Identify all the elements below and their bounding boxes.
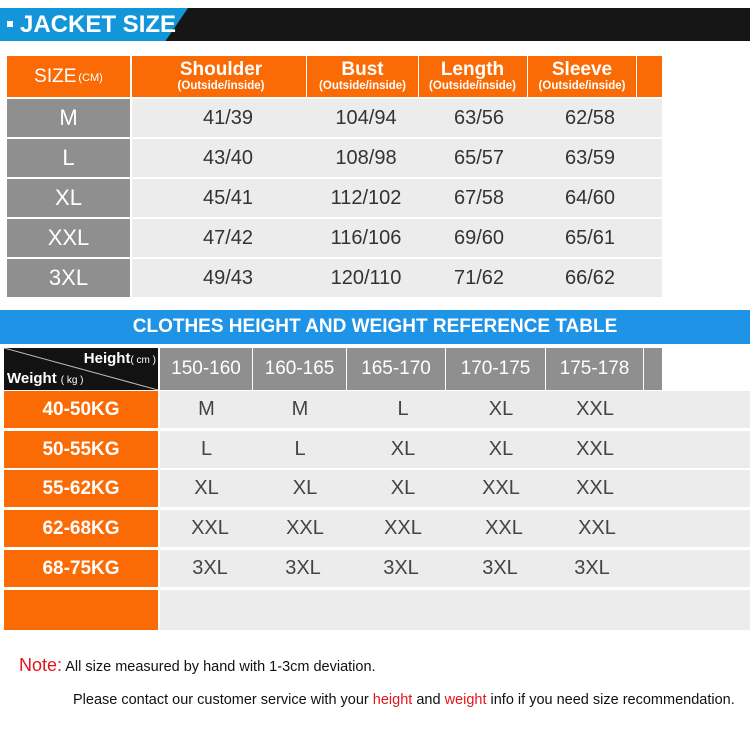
page-title-text: JACKET SIZE — [20, 11, 177, 38]
note-text: and — [412, 692, 445, 708]
height-col-header: 170-175 — [446, 348, 546, 390]
table-cell: M — [291, 398, 309, 420]
table-cell: 3XL — [383, 557, 419, 579]
note-text: All size measured by hand with 1-3cm deviation. — [65, 659, 376, 675]
size-corner-unit: (CM) — [78, 72, 103, 84]
height-col-header: 160-165 — [253, 348, 347, 390]
weight-unit: ( kg ) — [60, 375, 84, 386]
table-cell: XL — [488, 438, 514, 460]
weight-row-label: 68-75KG — [4, 550, 158, 587]
table-cell: 3XL — [192, 557, 228, 579]
reference-title-bar — [0, 310, 750, 344]
table-cell: 112/102 — [330, 186, 402, 209]
weight-label: Weight — [7, 370, 57, 387]
size-corner-cell — [7, 56, 130, 97]
weight-row-label: 55-62KG — [4, 470, 158, 507]
table-cell: XL — [390, 477, 416, 499]
weight-axis-label — [7, 370, 84, 388]
table-cell: XXL — [578, 517, 616, 539]
weight-row-label: 62-68KG — [4, 510, 158, 547]
table-cell: XXL — [576, 477, 614, 499]
height-col-header: 150-160 — [160, 348, 253, 390]
note-highlight-weight: weight — [444, 692, 487, 708]
col-header-shoulder — [160, 56, 282, 97]
table-cell: 69/60 — [453, 226, 505, 249]
reference-title: CLOTHES HEIGHT AND WEIGHT REFERENCE TABLE — [132, 316, 618, 337]
col-header-name: Bust — [341, 59, 384, 81]
table-cell: M — [198, 398, 215, 420]
size-row-label: XL — [7, 179, 130, 217]
table-cell: 65/57 — [453, 146, 505, 169]
col-header-name: Length — [440, 59, 505, 81]
table-cell: 45/41 — [202, 186, 254, 209]
table-cell: 3XL — [574, 557, 610, 579]
reference-corner-cell — [4, 348, 158, 390]
table-cell: L — [397, 398, 409, 420]
table-cell: 65/61 — [564, 226, 616, 249]
table-cell: L — [294, 438, 306, 460]
weight-row-label: 40-50KG — [4, 391, 158, 428]
table-cell: 63/56 — [453, 106, 505, 129]
weight-row-label: 50-55KG — [4, 431, 158, 468]
size-row-label: M — [7, 99, 130, 137]
note-label: Note: — [19, 655, 63, 675]
table-cell: 116/106 — [330, 226, 402, 249]
col-header-bust — [306, 56, 418, 97]
weight-row-label-empty — [4, 590, 158, 630]
table-cell: 3XL — [482, 557, 518, 579]
col-header-name: Sleeve — [551, 59, 613, 81]
table-cell: 104/94 — [335, 106, 397, 129]
size-row-label: 3XL — [7, 259, 130, 297]
col-header-sub: (Outside/inside) — [538, 80, 626, 93]
table-cell: XL — [390, 438, 416, 460]
bullet-icon — [7, 21, 13, 27]
table-cell: XXL — [576, 398, 614, 420]
table-cell: L — [200, 438, 213, 460]
table-cell: XXL — [576, 438, 614, 460]
size-row-label: XXL — [7, 219, 130, 257]
table-cell: 66/62 — [564, 266, 616, 289]
table-cell: 43/40 — [202, 146, 254, 169]
table-row-empty — [160, 590, 750, 630]
col-header-length — [418, 56, 526, 97]
table-cell: 63/59 — [564, 146, 616, 169]
note-highlight-height: height — [372, 692, 413, 708]
col-header-sub: (Outside/inside) — [319, 80, 406, 93]
table-cell: XXL — [286, 517, 324, 539]
table-cell: 64/60 — [564, 186, 616, 209]
page-title — [4, 8, 176, 41]
size-corner-label: SIZE — [34, 65, 77, 87]
table-cell: XXL — [191, 517, 229, 539]
table-cell: XL — [194, 477, 219, 499]
table-cell: 120/110 — [330, 266, 402, 289]
table-cell: XXL — [485, 517, 523, 539]
note-text: info if you need size recommendation. — [486, 692, 735, 708]
col-header-sub: (Outside/inside) — [429, 80, 516, 93]
height-label: Height — [83, 350, 131, 367]
col-header-name: Shoulder — [179, 59, 263, 81]
table-cell: XL — [488, 398, 514, 420]
note-line-1 — [19, 655, 376, 676]
table-cell: 71/62 — [453, 266, 505, 289]
table-cell: XXL — [482, 477, 520, 499]
table-cell: XXL — [384, 517, 422, 539]
size-row-label: L — [7, 139, 130, 177]
note-line-2 — [73, 692, 735, 708]
col-header-sleeve — [527, 56, 637, 97]
col-header-sub: (Outside/inside) — [177, 80, 265, 93]
height-col-header: 165-170 — [347, 348, 446, 390]
table-cell: 108/98 — [335, 146, 397, 169]
height-unit: ( cm ) — [130, 355, 156, 366]
table-cell: 62/58 — [564, 106, 616, 129]
height-col-header: 175-178 — [546, 348, 644, 390]
table-cell: 49/43 — [202, 266, 254, 289]
table-cell: 41/39 — [202, 106, 254, 129]
height-axis-label — [84, 350, 156, 368]
table-cell: 67/58 — [453, 186, 505, 209]
table-cell: XL — [292, 477, 318, 499]
table-cell: 3XL — [285, 557, 321, 579]
note-text: Please contact our customer service with your — [73, 692, 373, 708]
table-cell: 47/42 — [202, 226, 254, 249]
